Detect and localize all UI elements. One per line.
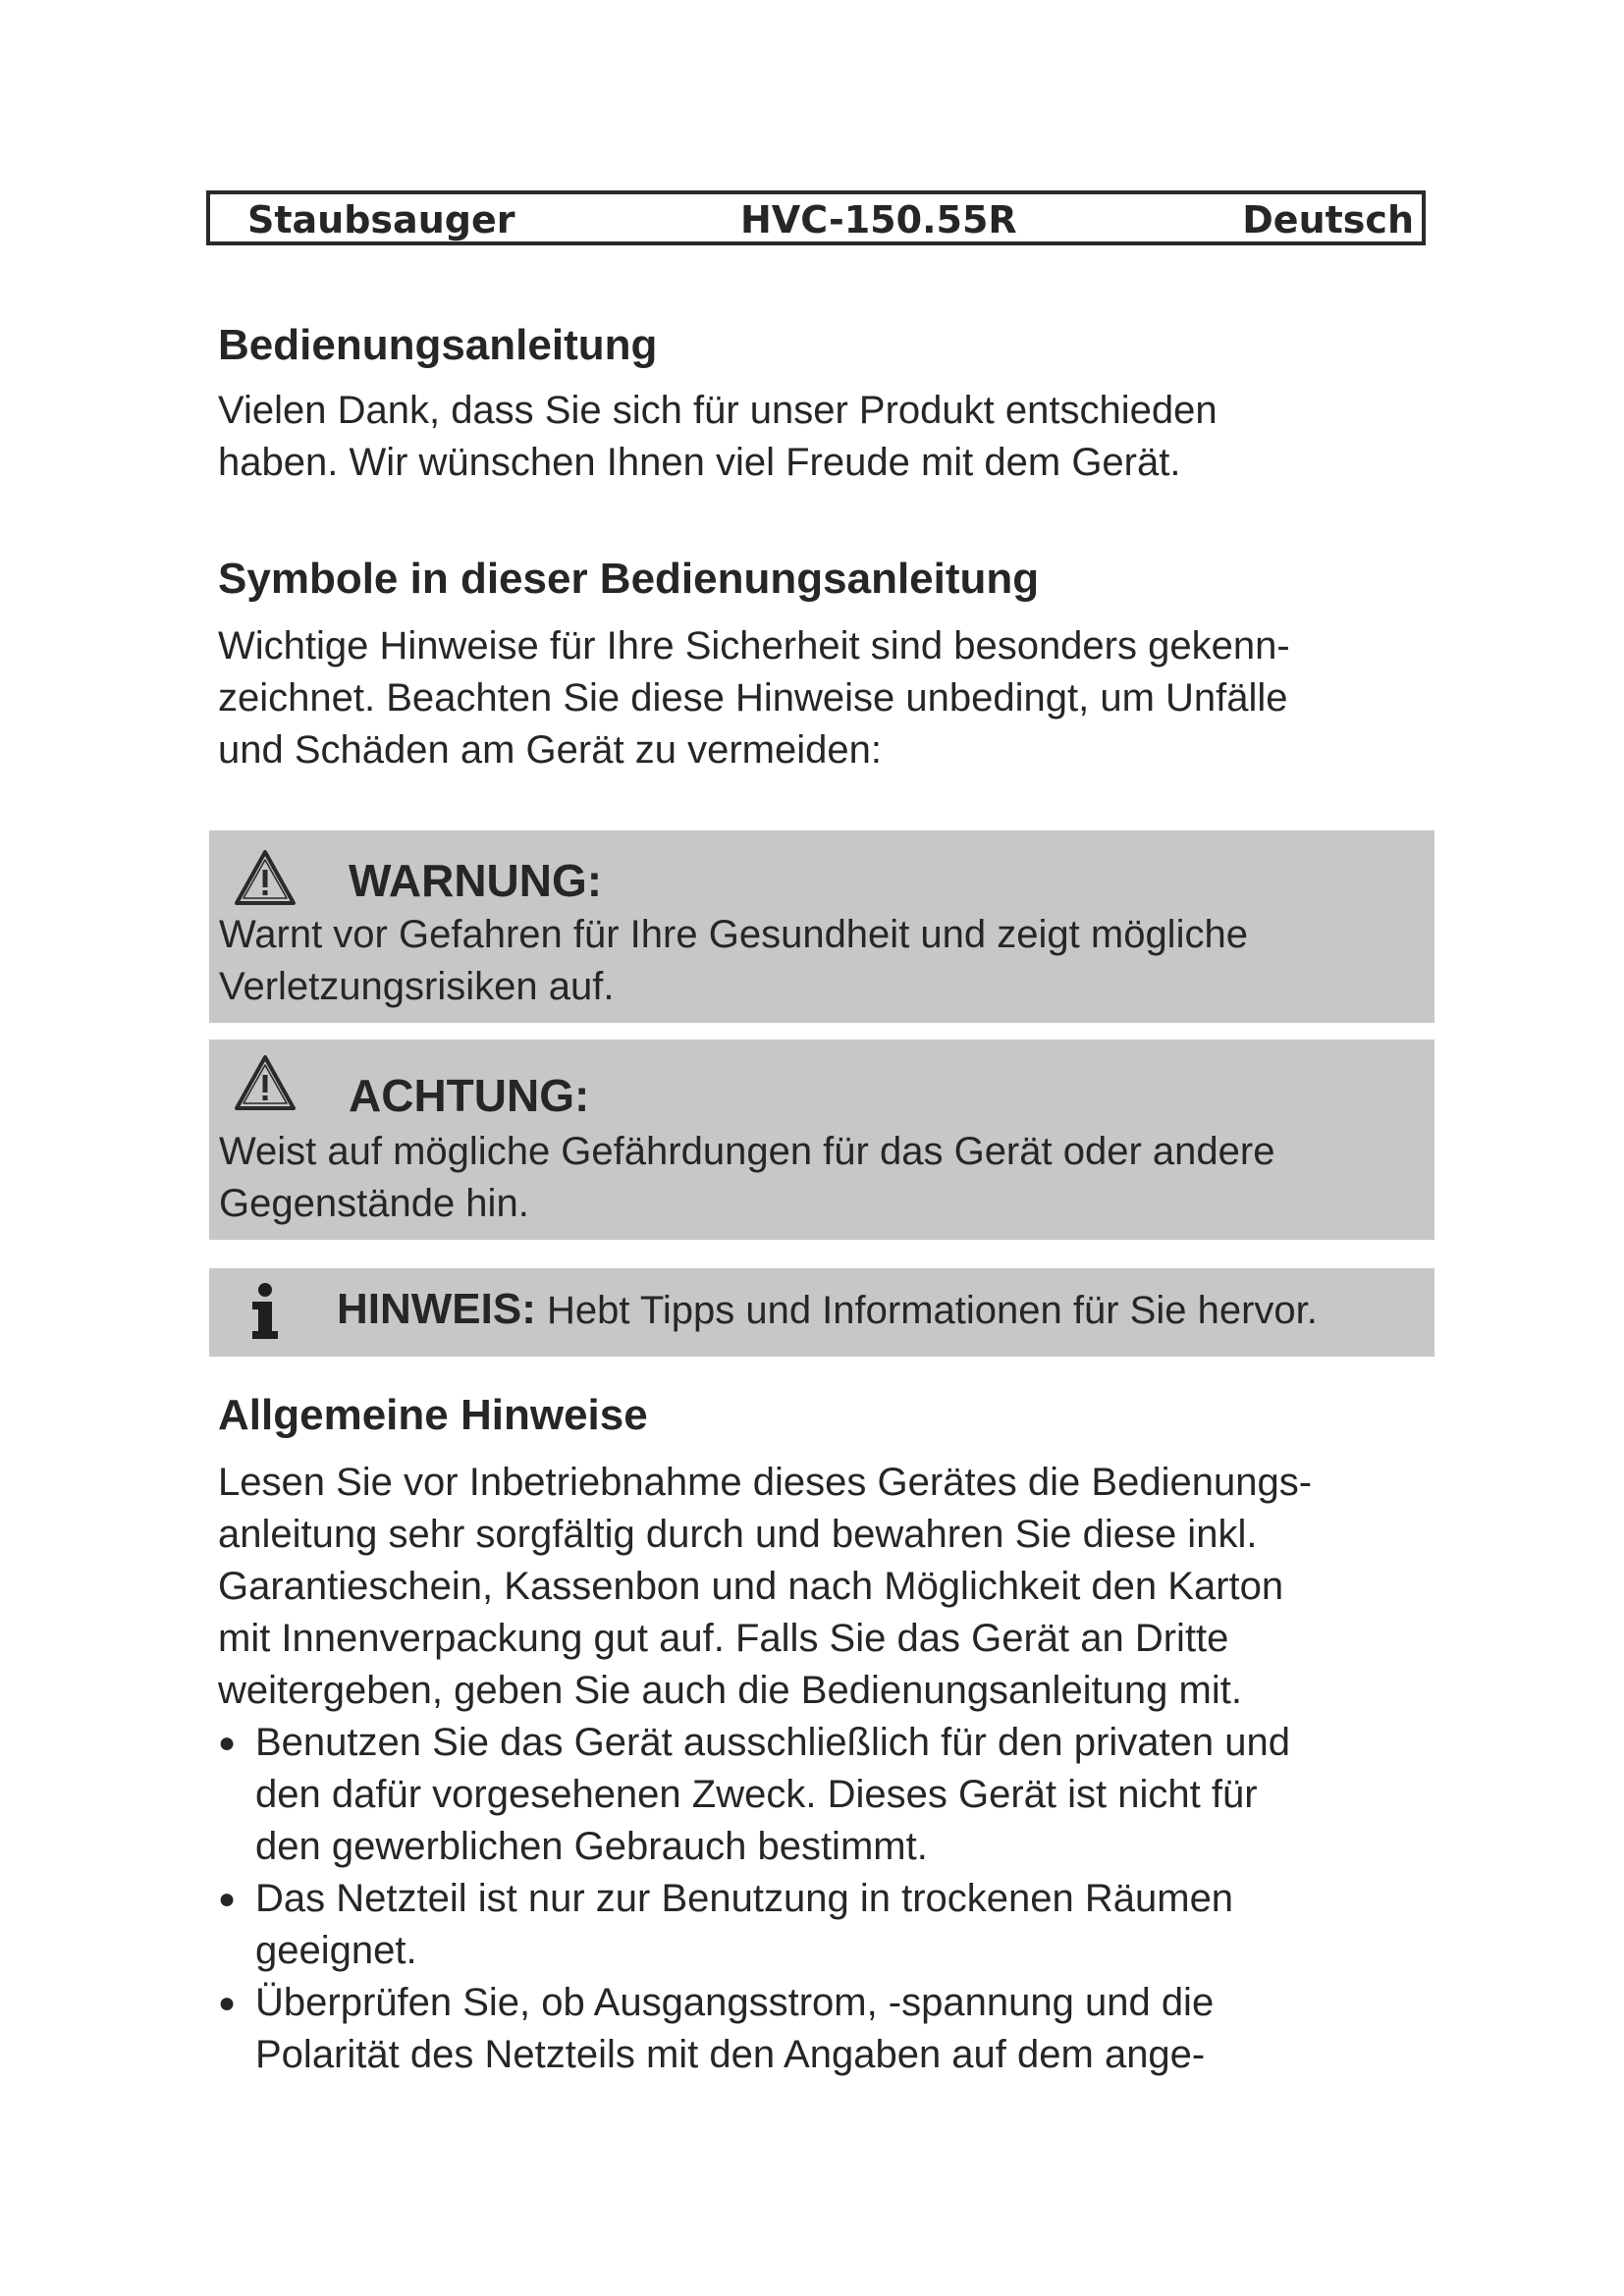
warning-line: Verletzungsrisiken auf. xyxy=(219,965,615,1008)
intro-line: haben. Wir wünschen Ihnen viel Freude mit dem Gerät. xyxy=(218,441,1181,484)
symbols-line: und Schäden am Gerät zu vermeiden: xyxy=(218,728,882,772)
bullet-line: den dafür vorgesehenen Zweck. Dieses Gerät ist nicht für xyxy=(255,1773,1258,1816)
info-icon xyxy=(248,1282,282,1341)
bullet-dot: ● xyxy=(218,1987,237,2019)
document-header xyxy=(206,190,1426,245)
symbols-paragraph xyxy=(218,620,1435,776)
intro-line: Vielen Dank, dass Sie sich für unser Produkt entschieden xyxy=(218,389,1218,432)
bullet-dot: ● xyxy=(218,1883,237,1915)
bullet-line: Polarität des Netzteils mit den Angaben auf dem ange- xyxy=(255,2033,1206,2076)
header-product: Staubsauger xyxy=(247,198,515,241)
document-body xyxy=(218,316,1435,776)
note-text xyxy=(337,1280,1318,1340)
list-item xyxy=(218,1717,1445,1873)
list-item xyxy=(218,1977,1445,2081)
bullet-line: den gewerblichen Gebrauch bestimmt. xyxy=(255,1825,928,1868)
general-section xyxy=(218,1386,1445,2081)
warning-line: Warnt vor Gefahren für Ihre Gesundheit und zeigt mögliche xyxy=(219,913,1248,956)
symbols-line: zeichnet. Beachten Sie diese Hinweise unbedingt, um Unfälle xyxy=(218,676,1288,720)
general-line: Garantieschein, Kassenbon und nach Möglichkeit den Karton xyxy=(218,1565,1284,1608)
caution-title: ACHTUNG: xyxy=(349,1070,590,1121)
warning-text xyxy=(219,909,1248,1013)
intro-paragraph xyxy=(218,385,1435,489)
intro-title: Bedienungsanleitung xyxy=(218,321,658,369)
bullet-line: geeignet. xyxy=(255,1929,417,1972)
general-line: Lesen Sie vor Inbetriebnahme dieses Gerätes die Bedienungs- xyxy=(218,1461,1313,1504)
symbols-line: Wichtige Hinweise für Ihre Sicherheit sind besonders gekenn- xyxy=(218,624,1290,667)
warning-triangle-icon xyxy=(233,1053,298,1112)
warning-box xyxy=(209,830,1435,1023)
bullet-dot: ● xyxy=(218,1727,237,1759)
header-language: Deutsch xyxy=(1242,198,1414,241)
warning-triangle-icon xyxy=(233,848,298,907)
general-title: Allgemeine Hinweise xyxy=(218,1391,648,1439)
warning-title: WARNUNG: xyxy=(349,855,603,906)
symbols-title: Symbole in dieser Bedienungsanleitung xyxy=(218,555,1040,603)
general-line: weitergeben, geben Sie auch die Bedienungsanleitung mit. xyxy=(218,1669,1242,1712)
bullet-line: Das Netzteil ist nur zur Benutzung in trockenen Räumen xyxy=(255,1877,1234,1920)
general-line: anleitung sehr sorgfältig durch und bewahren Sie diese inkl. xyxy=(218,1513,1258,1556)
list-item xyxy=(218,1873,1445,1977)
note-box xyxy=(209,1268,1435,1357)
caution-box xyxy=(209,1040,1435,1240)
note-label: HINWEIS: xyxy=(337,1285,536,1333)
general-bullet-list xyxy=(218,1717,1445,2081)
bullet-line: Überprüfen Sie, ob Ausgangsstrom, -spannung und die xyxy=(255,1981,1215,2024)
caution-line: Gegenstände hin. xyxy=(219,1182,529,1225)
header-model: HVC-150.55R xyxy=(740,198,1017,241)
general-line: mit Innenverpackung gut auf. Falls Sie das Gerät an Dritte xyxy=(218,1617,1229,1660)
bullet-line: Benutzen Sie das Gerät ausschließlich für den privaten und xyxy=(255,1721,1290,1764)
caution-line: Weist auf mögliche Gefährdungen für das Gerät oder andere xyxy=(219,1130,1275,1173)
general-paragraph xyxy=(218,1457,1445,1717)
note-body: Hebt Tipps und Informationen für Sie hervor. xyxy=(535,1289,1318,1332)
caution-text xyxy=(219,1126,1274,1230)
